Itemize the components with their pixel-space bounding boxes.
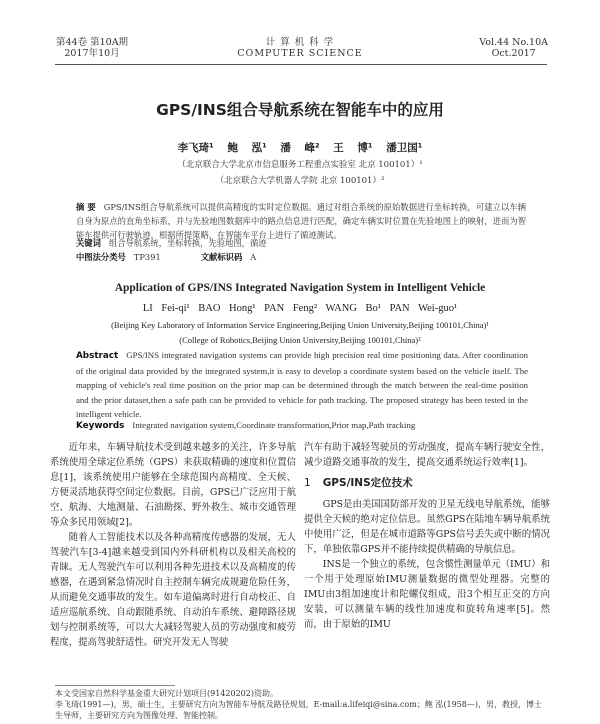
paragraph: INS是一个独立的系统，包含惯性测量单元（IMU）和一个用于处理原始IMU测量数据的微型处理器。完整的IMU由3组加速度计和陀螺仪组成，沿3个相互正交的方向安装，可以测量车辆的线性加速度和旋转角速率[5]。然而，由于原始的IMU: [304, 559, 550, 630]
author: PAN Wei-guo¹: [389, 303, 458, 314]
abstract-en: [76, 348, 528, 422]
author: 王 博¹: [333, 142, 373, 154]
affiliation-cn-1: （北京联合大学北京市信息服务工程重点实验室 北京 100101）¹: [177, 160, 423, 170]
abstract-cn-text: GPS/INS组合导航系统可以提供高精度的实时定位数据。通过对组合系统的原始数据进行坐标转换，可建立以车辆自身为原点的直角坐标系，并与先验地图数据库中的路点信息进行匹配，确定车辆实时位置在先验地图上的映射，进而为智能车提供可行驶轨迹。根据所提策略，在智能车平台上进行了循迹测试。: [76, 202, 527, 240]
title-en: Application of GPS/INS Integrated Navigation System in Intelligent Vehicle: [114, 282, 486, 294]
footnote-authors-cont: 主要研究方向为图像处理、智能控制。: [87, 711, 223, 720]
body-left-column: [50, 440, 296, 650]
keywords-cn-text: 组合导航系统，坐标转换，先验地图，循迹: [108, 238, 267, 248]
keywords-cn: [76, 236, 526, 250]
date-en: Oct.2017: [491, 48, 536, 59]
footnote-authors-block: [55, 699, 547, 721]
paragraph: 随着人工智能技术以及各种高精度传感器的发展，无人驾驶汽车[3-4]越来越受到国内外科研机构以及相关高校的青睐。无人驾驶汽车可以利用各种先进技术以及高精度的传感器，在遇到紧急情况时自主控制车辆完成规避危险任务，从而避免交通事故的发生。如车道偏离时进行自动校正、自适应巡航系统、自动跟随系统、自动泊车系统、避障路径规划与控制系统等，可以大大减轻驾驶人员的劳动强度和疲劳程度，提高驾驶舒适性。研究开发无人驾驶: [50, 532, 296, 648]
paragraph: 汽车有助于减轻驾驶员的劳动强度，提高车辆行驶安全性，减少道路交通事故的发生，提高交通系统运行效率[1]。: [304, 442, 550, 468]
keywords-en: [76, 418, 528, 434]
volume-issue-cn: 第44卷 第10A期: [56, 37, 129, 48]
paragraph: GPS是由美国国防部开发的卫星无线电导航系统，能够提供全天候的绝对定位信息。虽然GPS在陆地车辆导航系统中使用广泛，但是在城市道路等GPS信号丢失或中断的情况下，单独依靠GPS并不能持续提供精确的导航信息。: [304, 499, 550, 555]
authors-en: [0, 303, 600, 314]
footnotes: [55, 685, 547, 721]
author: PAN Feng²: [264, 303, 317, 314]
paragraph: 近年来，车辆导航技术受到越来越多的关注，许多导航系统使用全球定位系统（GPS）来获取精确的速度和位置信息[1]，该系统使用户能够在全球范围内高精度、全天候、方便灵活地获得空间定位数据。目前，GPS已广泛应用于航空、航海、大地测量、石油勘探、野外救生、城市交通管理等众多民用领域[2]。: [50, 442, 296, 528]
classification-value: TP391: [133, 252, 161, 262]
author: 鲍 泓¹: [227, 142, 267, 154]
author: LI Fei-qi¹: [142, 303, 190, 314]
footnote-rule: [55, 685, 175, 686]
author: 潘 峰²: [280, 142, 320, 154]
journal-name-cn: 计 算 机 科 学: [265, 37, 335, 48]
footnote-funding: 本文受国家自然科学基金重大研究计划项目(91420202)资助。: [55, 689, 278, 698]
keywords-cn-label: 关键词: [76, 238, 101, 248]
keywords-en-text: Integrated navigation system,Coordinate transformation,Prior map,Path tracking: [132, 420, 416, 430]
abstract-en-label: Abstract: [76, 351, 119, 361]
section-title: GPS/INS定位技术: [322, 477, 413, 489]
section-number: 1: [304, 477, 311, 489]
classification: [76, 250, 526, 264]
journal-name-en: COMPUTER SCIENCE: [237, 48, 363, 59]
header-volume-en: [479, 37, 548, 59]
authors-cn: [0, 140, 600, 155]
header-rule: [55, 64, 547, 65]
affiliation-en-1: (Beijing Key Laboratory of Information Service Engineering,Beijing Union University,Beijing 100101,China)¹: [111, 320, 489, 330]
date-cn: 2017年10月: [64, 48, 120, 59]
body-right-column: [304, 440, 550, 632]
volume-issue-en: Vol.44 No.10A: [479, 37, 548, 48]
author: 李飞琦¹: [177, 142, 214, 154]
affiliation-en-2: (College of Robotics,Beijing Union University,Beijing 100101,China)²: [179, 335, 421, 345]
doc-code-label: 文献标识码: [200, 252, 243, 262]
classification-label: 中图法分类号: [76, 252, 126, 262]
section-heading: [304, 476, 550, 491]
title-cn: GPS/INS组合导航系统在智能车中的应用: [156, 101, 444, 119]
keywords-en-label: Keywords: [76, 421, 125, 431]
footnote-authors: 李飞琦(1991—)，男，硕士生，主要研究方向为智能车导航及路径规划，E-mail:a.lifeiqi@sina.com；鲍 泓(1958—)，男，教授，博士生导师，: [55, 700, 542, 720]
author: BAO Hong¹: [198, 303, 256, 314]
doc-code-value: A: [250, 252, 257, 262]
affiliation-cn-2: （北京联合大学机器人学院 北京 100101）²: [215, 176, 385, 186]
abstract-cn-label: 摘 要: [76, 202, 96, 212]
author: WANG Bo¹: [325, 303, 381, 314]
author: 潘卫国¹: [386, 142, 423, 154]
abstract-en-text: GPS/INS integrated navigation systems can provide high precision real time positioning data. After coordination of the original data provided by the integrated system,it is easy to develop a coordinate system based on the vehicle itself. The mapping of vehicle's real time position on the prior map can be determined through the match between the real-time position and the prior dataset,then a safe path can be provided to vehicle for path tracking. The proposed strategy has been tested in the intelligent vehicle.: [76, 350, 528, 420]
